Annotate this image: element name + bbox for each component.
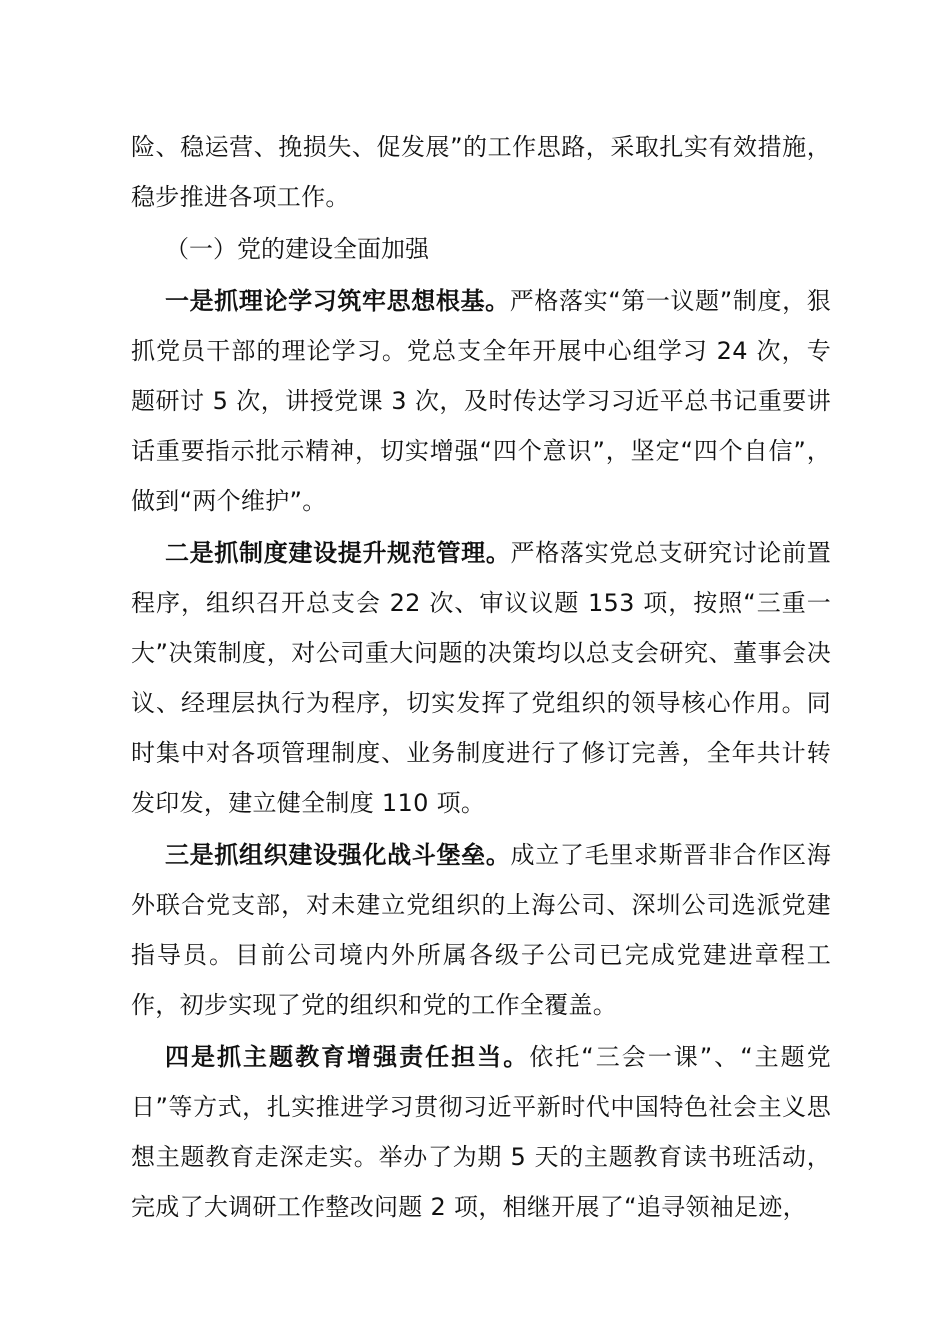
paragraph-body: 严格落实“第一议题”制度，狠抓党员干部的理论学习。党总支全年开展中心组学习 24 次，专题研讨 5 次，讲授党课 3 次，及时传达学习习近平总书记重要讲话重要指示批示精神，切实增强“四个意识”，坚定“四个自信”，做到“两个维护”。 <box>131 287 831 515</box>
continuation-text: 险、稳运营、挽损失、促发展”的工作思路，采取扎实有效措施，稳步推进各项工作。 <box>131 133 831 211</box>
paragraph-lead: 二是抓制度建设提升规范管理。 <box>165 539 511 567</box>
paragraph-lead: 四是抓主题教育增强责任担当。 <box>165 1043 530 1071</box>
section-heading: （一）党的建设全面加强 <box>165 235 429 263</box>
paragraph-lead: 一是抓理论学习筑牢思想根基。 <box>165 287 510 315</box>
paragraph-body: 成立了毛里求斯晋非合作区海外联合党支部，对未建立党组织的上海公司、深圳公司选派党建指导员。目前公司境内外所属各级子公司已完成党建进章程工作，初步实现了党的组织和党的工作全覆盖。 <box>131 841 831 1019</box>
paragraph-system-building <box>131 528 831 828</box>
paragraph-body: 严格落实党总支研究讨论前置程序，组织召开总支会 22 次、审议议题 153 项，按照“三重一大”决策制度，对公司重大问题的决策均以总支会研究、董事会决议、经理层执行为程序，切实发挥了党组织的领导核心作用。同时集中对各项管理制度、业务制度进行了修订完善，全年共计转发印发，建立健全制度 110 项。 <box>131 539 831 817</box>
paragraph-organization-building <box>131 830 831 1030</box>
paragraph-theory-study <box>131 276 831 526</box>
continuation-paragraph <box>131 122 831 222</box>
paragraph-body: 依托“三会一课”、“主题党日”等方式，扎实推进学习贯彻习近平新时代中国特色社会主义思想主题教育走深走实。举办了为期 5 天的主题教育读书班活动，完成了大调研工作整改问题 2 项，相继开展了“追寻领袖足迹， <box>131 1043 832 1221</box>
paragraph-theme-education <box>131 1032 831 1232</box>
document-body <box>131 122 831 1234</box>
paragraph-lead: 三是抓组织建设强化战斗堡垒。 <box>165 841 511 869</box>
